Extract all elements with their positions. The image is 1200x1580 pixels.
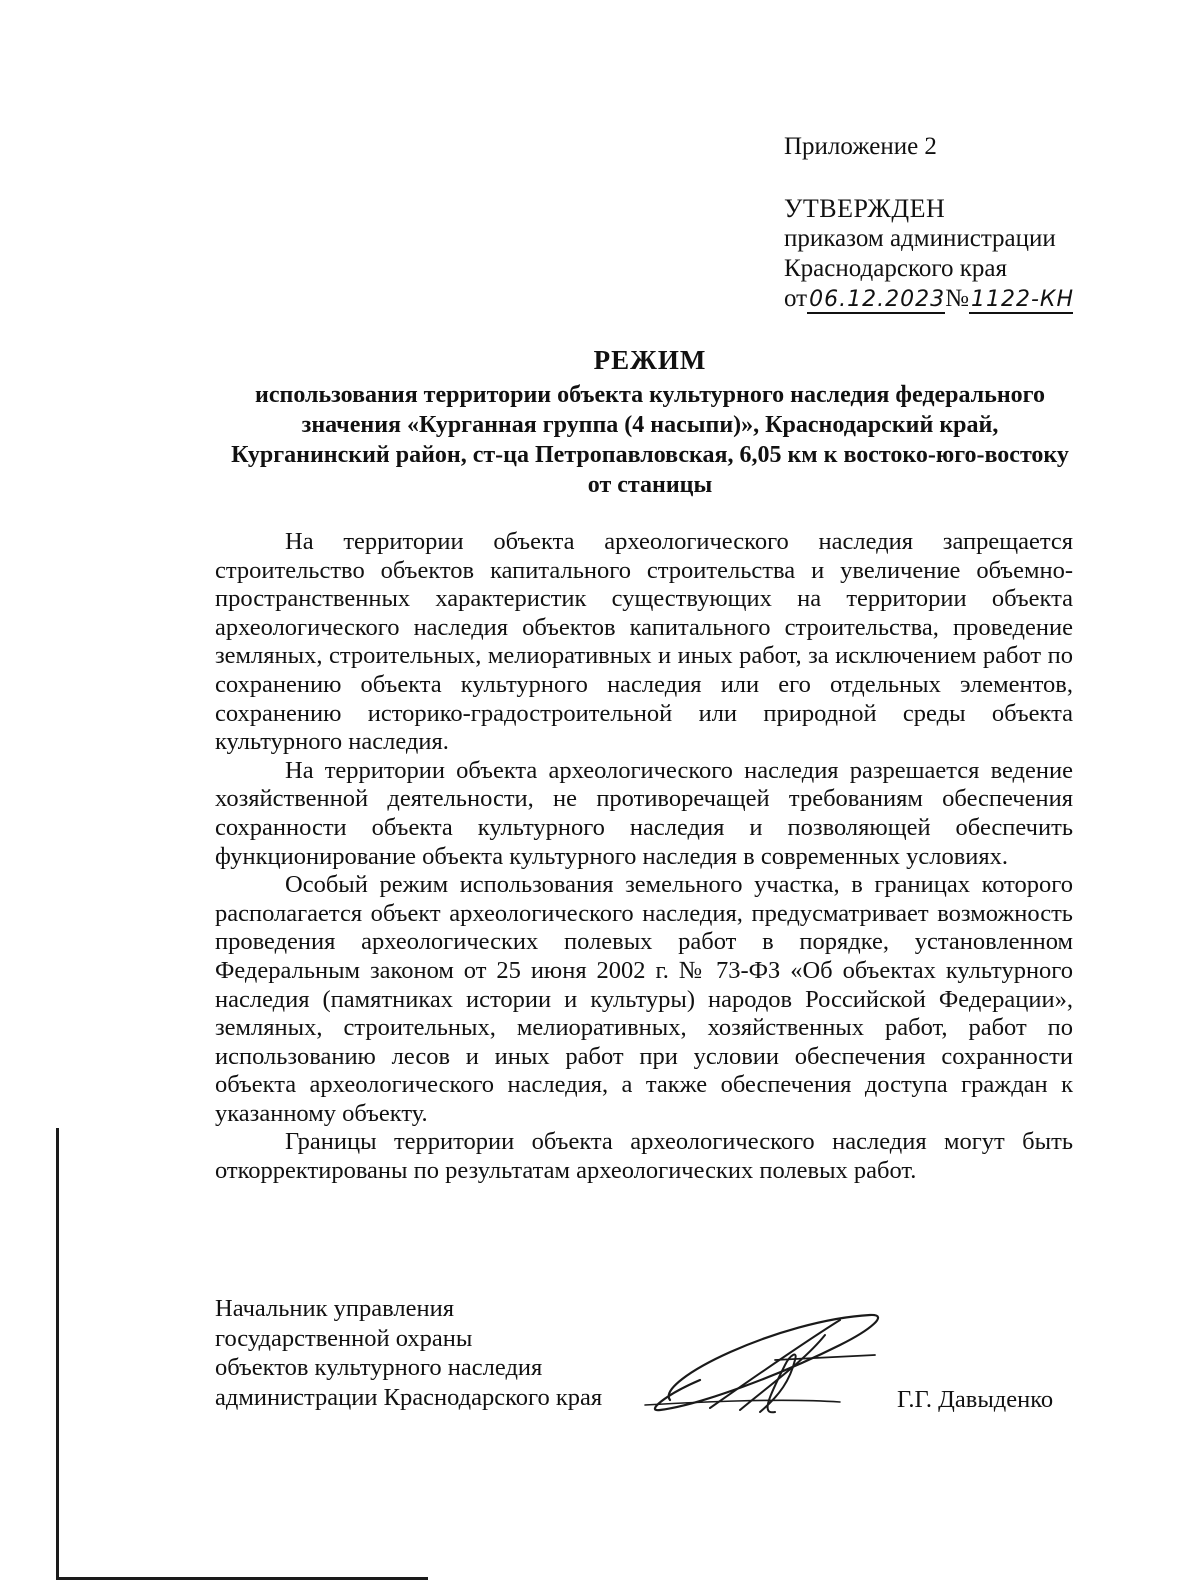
order-line: приказом администрации: [784, 225, 1056, 252]
order-date-line: [784, 284, 1164, 314]
handwritten-date: 06.12.2023: [809, 287, 946, 312]
body-paragraph: Особый режим использования земельного участка, в границах которого располагается объект археологического наследия, предусматривает возможность проведения археологических полевых работ в порядке, установленном Федеральным законом от 25 июня 2002 г. № 73-ФЗ «Об объектах культурного наследия (памятниках истории и культуры) народов Российской Федерации», земляных, строительных, мелиоративных, хозяйственных работ, работ по использованию лесов и иных работ при условии обеспечения сохранности объекта археологического наследия, а также обеспечения доступа граждан к указанному объекту.: [215, 871, 1073, 1127]
signer-name: Г.Г. Давыденко: [897, 1386, 1054, 1413]
number-prefix: №: [945, 285, 969, 312]
document-body: [215, 528, 1073, 1186]
scan-edge-line: [56, 1128, 59, 1580]
title-main: РЕЖИМ: [593, 345, 707, 375]
body-paragraph: На территории объекта археологического наследия разрешается ведение хозяйственной деятельности, не противоречащей требованиям обеспечения сохранности объекта культурного наследия и позволяющей обеспечить функционирование объекта культурного наследия в современных условиях.: [215, 756, 1073, 870]
handwritten-signature: [640, 1300, 890, 1430]
approved-label: УТВЕРЖДЕН: [784, 194, 946, 223]
position-line: Начальник управления: [215, 1295, 454, 1322]
position-line: государственной охраны: [215, 1324, 473, 1352]
signer-position: [215, 1294, 602, 1412]
body-paragraph: Границы территории объекта археологического наследия могут быть откорректированы по результатам археологических полевых работ.: [215, 1128, 1073, 1185]
appendix-label: Приложение 2: [784, 133, 937, 160]
position-line: администрации Краснодарского края: [215, 1383, 603, 1411]
date-prefix: от: [784, 285, 808, 312]
order-line: Краснодарского края: [784, 255, 1007, 282]
document-title: [200, 344, 1100, 500]
handwritten-number: 1122-КН: [970, 287, 1075, 312]
body-paragraph: На территории объекта археологического наследия запрещается строительство объектов капитального строительства и увеличение объемно-пространственных характеристик существующих на территории объекта археологического наследия объектов капитального строительства, проведение земляных, строительных, мелиоративных и иных работ, за исключением работ по сохранению объекта культурного наследия или его отдельных элементов, сохранению историко-градостроительной или природной среды объекта культурного наследия.: [215, 528, 1073, 756]
approval-stamp-block: [784, 132, 1164, 314]
title-subtitle: использования территории объекта культурного наследия федерального значения «Курганная группа (4 насыпи)», Краснодарский край, Курганинский район, ст-ца Петропавловская, 6,05 км к востоко-юго-востоку от станицы: [231, 382, 1069, 498]
position-line: объектов культурного наследия: [215, 1354, 543, 1381]
